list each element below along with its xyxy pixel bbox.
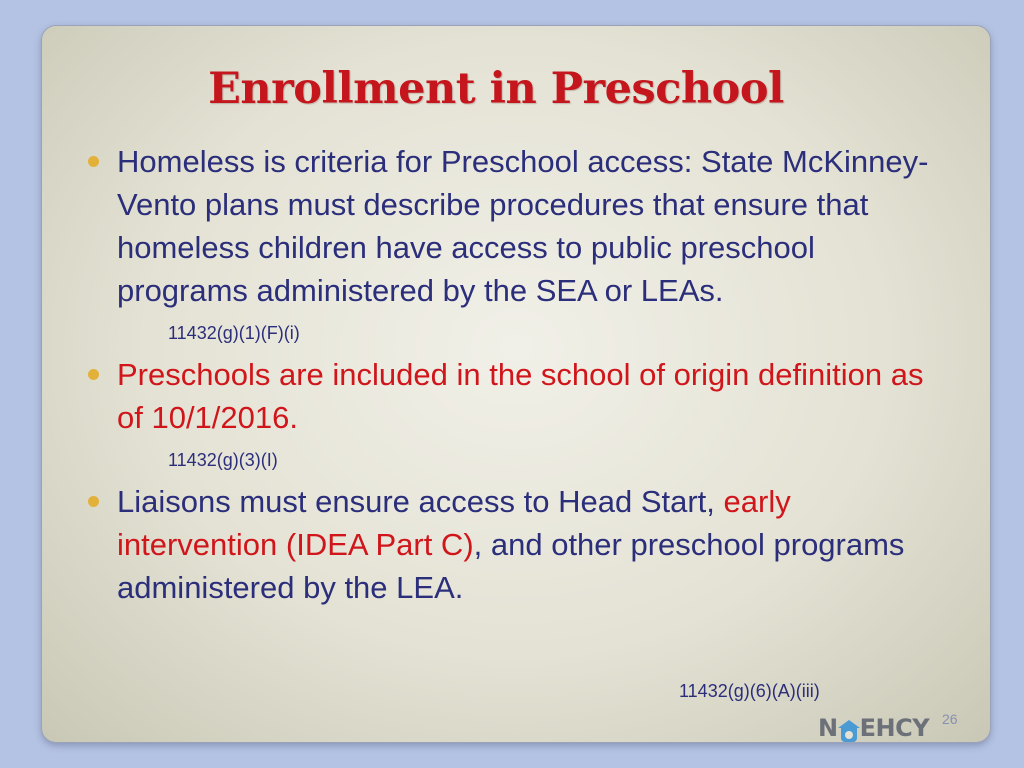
citation: 11432(g)(1)(F)(i) (168, 323, 300, 343)
slide-content (84, 140, 944, 609)
logo-text-left: N (818, 714, 838, 742)
nchey-logo (818, 714, 929, 742)
bullet-text: , and other preschool programs administered by the LEA. (117, 527, 905, 605)
bullet-dot-icon (88, 156, 99, 167)
bullet-text: Liaisons must ensure access to Head Start, (117, 484, 724, 519)
slide (42, 26, 990, 742)
bullet-item-3 (84, 480, 944, 609)
citation: 11432(g)(6)(A)(iii) (679, 681, 820, 701)
bullet-item-1 (84, 140, 944, 312)
logo-text-right: EHCY (859, 714, 930, 742)
bullet-text: Preschools are included in the school of origin definition as of 10/1/2016. (117, 357, 924, 435)
page-number: 26 (942, 711, 958, 727)
bullet-dot-icon (88, 369, 99, 380)
slide-title: Enrollment in Preschool (208, 64, 784, 114)
bullet-text-highlight: early intervention (IDEA Part C) (117, 484, 791, 562)
bullet-item-2 (84, 353, 944, 439)
bullet-dot-icon (88, 496, 99, 507)
house-icon (839, 720, 859, 742)
citation: 11432(g)(3)(I) (168, 450, 278, 470)
bullet-text: Homeless is criteria for Preschool access: State McKinney-Vento plans must describe procedures that ensure that homeless children have access to public preschool programs administered by the SEA or LEAs. (117, 144, 929, 308)
